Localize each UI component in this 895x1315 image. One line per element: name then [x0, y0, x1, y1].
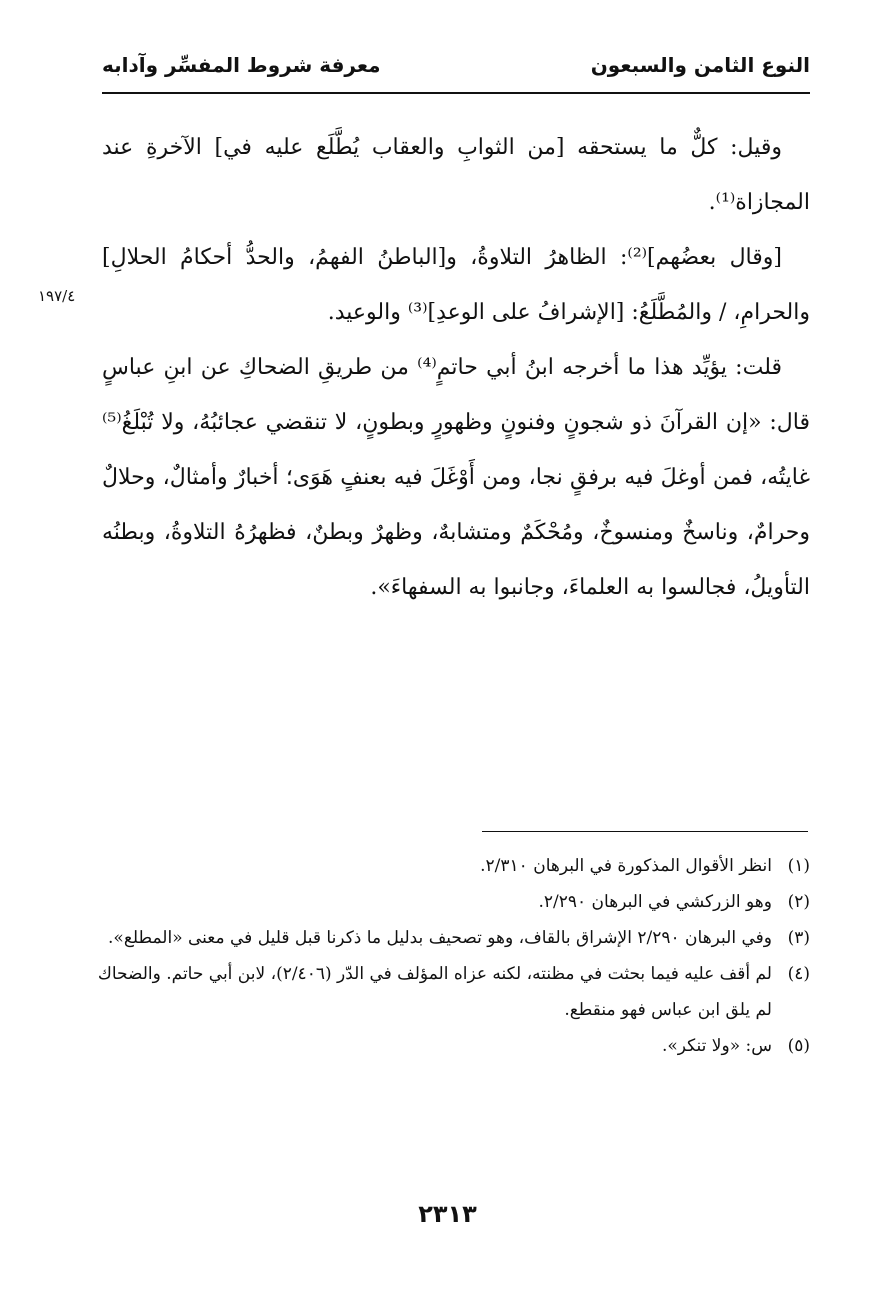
- paragraph: وقيل: كلٌّ ما يستحقه [من الثوابِ والعقاب يُطَّلَع عليه في] الآخرةِ عند المجازاة⁽¹⁾.: [102, 135, 810, 215]
- chapter-title: النوع الثامن والسبعون: [590, 53, 810, 77]
- footnote: [96, 884, 810, 920]
- footnote-number: (٤): [787, 964, 810, 984]
- main-text: [102, 120, 810, 615]
- footnote-number: (٢): [787, 892, 810, 912]
- running-header: [102, 44, 810, 86]
- footnote-number: (٣): [787, 928, 810, 948]
- footnote-divider: [482, 831, 808, 832]
- page-number: ٢٣١٣: [418, 1200, 477, 1228]
- manuscript-page-marker: ١٩٧/٤: [38, 287, 76, 305]
- footnote: [96, 848, 810, 884]
- footnote-number: (١): [787, 856, 810, 876]
- footnote-text: لم أقف عليه فيما بحثت في مظنته، لكنه عزاه المؤلف في الدّر (٢/٤٠٦)، لابن أبي حاتم. والضحاك لم يلق ابن عباس فهو منقطع.: [97, 964, 772, 1020]
- footnote-text: س: «ولا تنكر».: [661, 1036, 772, 1056]
- footnote-text: وهو الزركشي في البرهان ٢/٢٩٠.: [538, 892, 772, 912]
- footnote: [96, 956, 810, 1028]
- footnote: [96, 920, 810, 956]
- footnote-text: وفي البرهان ٢/٢٩٠ الإشراق بالقاف، وهو تصحيف بدليل ما ذكرنا قبل قليل في معنى «المطلع».: [108, 928, 772, 948]
- paragraph: [وقال بعضُهم]⁽²⁾: الظاهرُ التلاوةُ، و[الباطنُ الفهمُ، والحدُّ أحكامُ الحلالِ] والحرامِ، / والمُطَّلَعُ: [الإشرافُ على الوعدِ]⁽³⁾ والوعيد.: [102, 245, 810, 325]
- footnote-number: (٥): [787, 1036, 810, 1056]
- paragraph: قلت: يؤيِّد هذا ما أخرجه ابنُ أبي حاتمٍ⁽⁴⁾ من طريقِ الضحاكِ عن ابنِ عباسٍ قال: «إن القرآنَ ذو شجونٍ وفنونٍ وظهورٍ وبطونٍ، لا تنقضي عجائبُهُ، ولا تُبْلَغُ⁽⁵⁾ غايتُه، فمن أوغلَ فيه برفقٍ نجا، ومن أَوْغَلَ فيه بعنفٍ هَوَى؛ أخبارٌ وأمثالٌ، وحلالٌ وحرامٌ، وناسخٌ ومنسوخٌ، ومُحْكَمٌ ومتشابهٌ، وظهرٌ وبطنٌ، فظهرُهُ التلاوةُ، وبطنُه التأويلُ، فجالسوا به العلماءَ، وجانبوا به السفهاءَ».: [102, 355, 810, 600]
- header-divider: [102, 92, 810, 94]
- footnote: [96, 1028, 810, 1064]
- section-title: معرفة شروط المفسِّر وآدابه: [102, 53, 381, 77]
- footnotes: [96, 848, 810, 1064]
- footnote-text: انظر الأقوال المذكورة في البرهان ٢/٣١٠.: [480, 856, 772, 876]
